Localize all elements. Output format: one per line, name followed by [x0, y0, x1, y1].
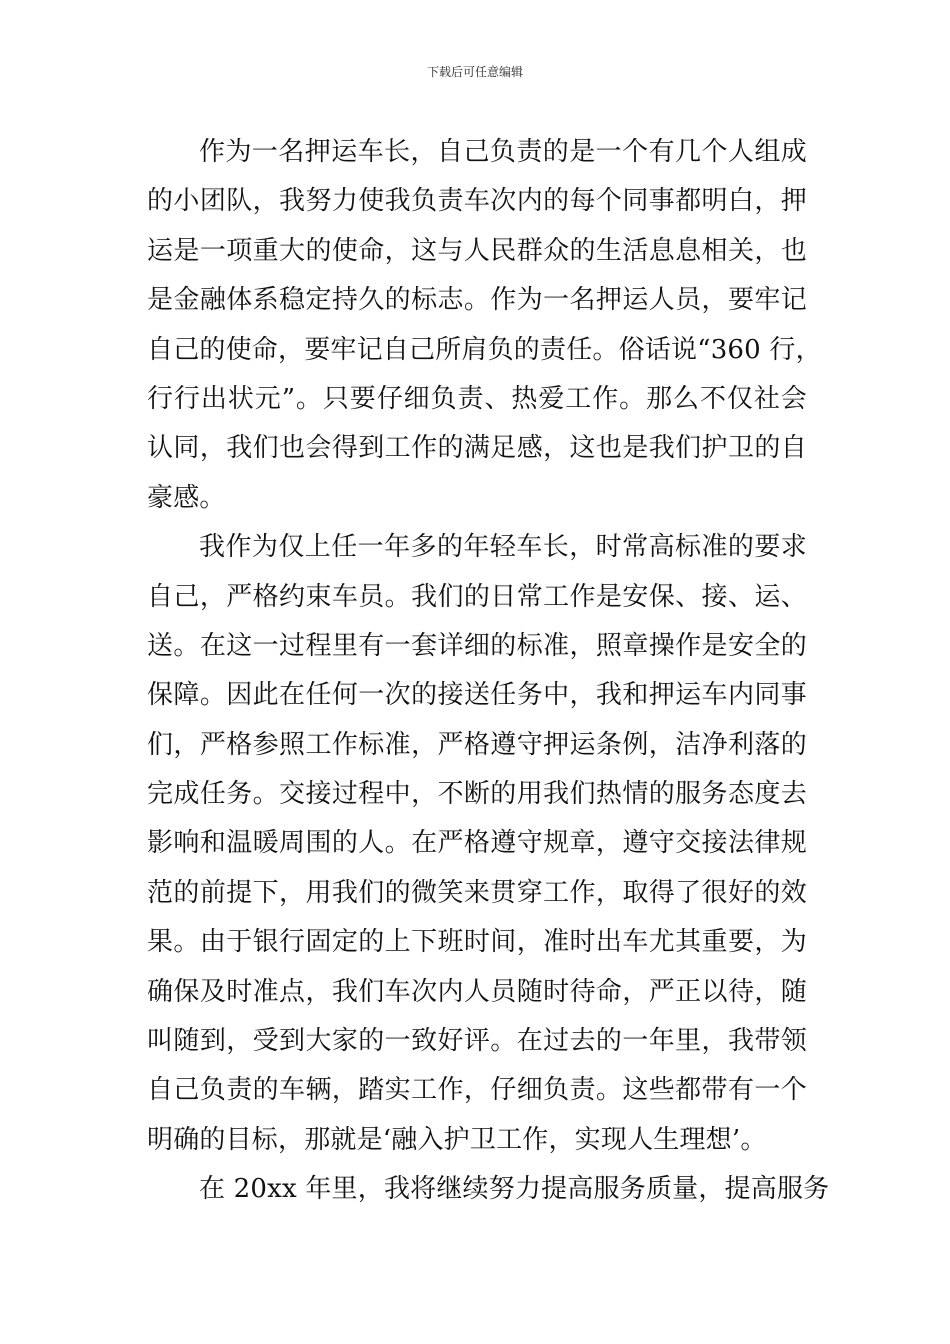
text-line: 自己的使命，要牢记自己所肩负的责任。俗话说“360 行， [147, 334, 822, 365]
text-line: 是金融体系稳定持久的标志。作为一名押运人员，要牢记 [147, 285, 807, 316]
paragraph-1 [147, 128, 822, 523]
text-line: 豪感。 [147, 482, 226, 513]
text-line: 自己，严格约束车员。我们的日常工作是安保、接、运、 [147, 581, 807, 612]
text-line: 在 20xx 年里，我将继续努力提高服务质量，提高服务 [199, 1174, 830, 1205]
text-line: 明确的目标，那就是‘融入护卫工作，实现人生理想’。 [147, 1124, 767, 1155]
text-line: 完成任务。交接过程中，不断的用我们热情的服务态度去 [147, 779, 807, 810]
text-line: 影响和温暖周围的人。在严格遵守规章，遵守交接法律规 [147, 828, 807, 859]
text-line: 运是一项重大的使命，这与人民群众的生活息息相关，也 [147, 235, 807, 266]
text-line: 们，严格参照工作标准，严格遵守押运条例，洁净利落的 [147, 729, 807, 760]
text-line: 叫随到，受到大家的一致好评。在过去的一年里，我带领 [147, 1026, 807, 1057]
text-line: 认同，我们也会得到工作的满足感，这也是我们护卫的自 [147, 433, 807, 464]
text-line: 保障。因此在任何一次的接送任务中，我和押运车内同事 [147, 680, 807, 711]
text-line: 的小团队，我努力使我负责车次内的每个同事都明白，押 [147, 186, 807, 217]
text-line: 确保及时准点，我们车次内人员随时待命，严正以待，随 [147, 976, 807, 1007]
text-line: 自己负责的车辆，踏实工作，仔细负责。这些都带有一个 [147, 1075, 807, 1106]
text-line: 果。由于银行固定的上下班时间，准时出车尤其重要，为 [147, 927, 807, 958]
paragraph-2 [147, 523, 807, 1165]
text-line: 范的前提下，用我们的微笑来贯穿工作，取得了很好的效 [147, 877, 807, 908]
text-line: 作为一名押运车长，自己负责的是一个有几个人组成 [199, 137, 807, 167]
document-body [147, 128, 830, 1215]
text-line: 我作为仅上任一年多的年轻车长，时常高标准的要求 [199, 532, 807, 563]
text-line: 行行出状元”。只要仔细负责、热爱工作。那么不仅社会 [147, 383, 807, 414]
text-line: 送。在这一过程里有一套详细的标准，照章操作是安全的 [147, 630, 807, 661]
page-header: 下载后可任意编辑 [426, 65, 523, 79]
paragraph-3 [147, 1165, 830, 1214]
